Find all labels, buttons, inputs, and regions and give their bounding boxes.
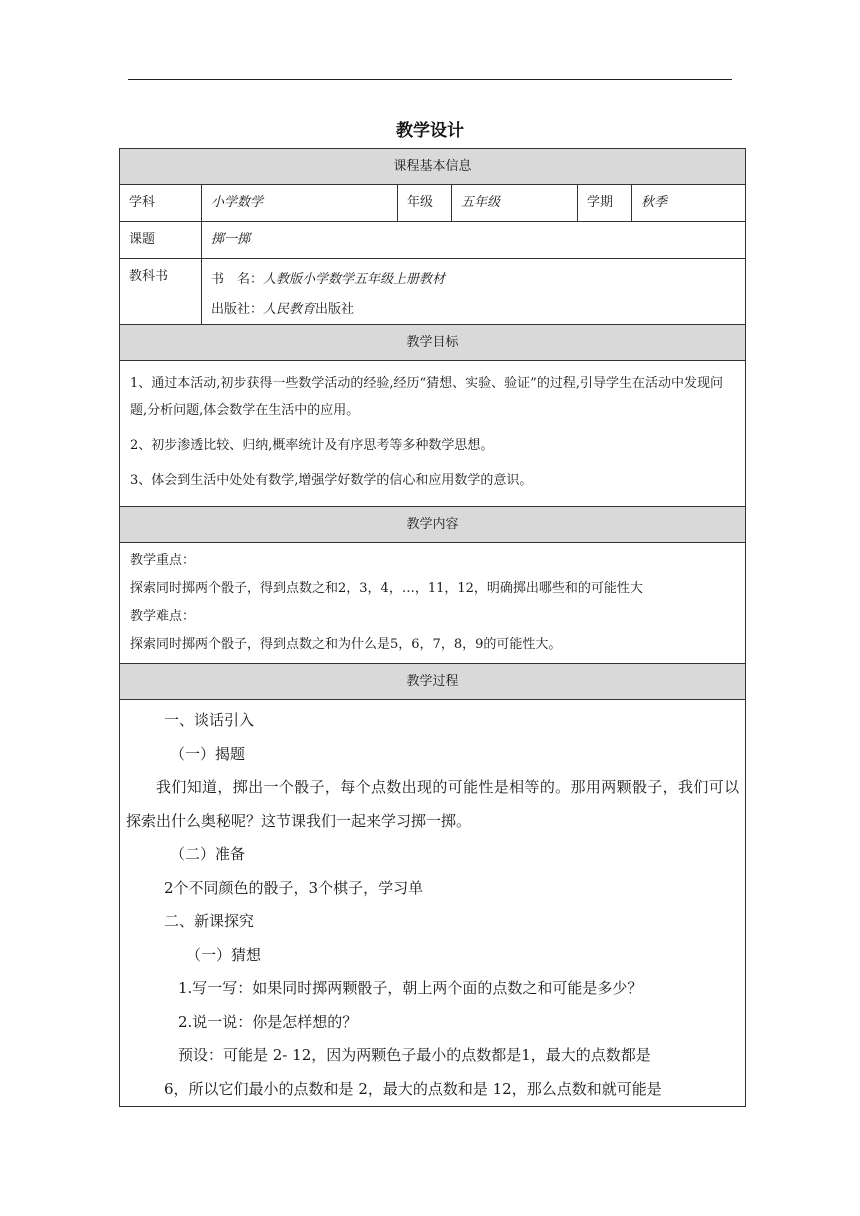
topic-label: 课题 bbox=[120, 222, 202, 259]
section-header-basic-info: 课程基本信息 bbox=[120, 149, 746, 185]
section-header-content: 教学内容 bbox=[120, 507, 746, 543]
key-point-label: 教学重点： bbox=[130, 553, 196, 568]
key-point-text: 探索同时掷两个骰子，得到点数之和2，3，4，…，11，12，明确掷出哪些和的可能性大 bbox=[130, 581, 643, 596]
goal-item: 3、体会到生活中处处有数学,增强学好数学的信心和应用数学的意识。 bbox=[130, 473, 533, 488]
term-label: 学期 bbox=[578, 185, 632, 222]
subject-value: 小学数学 bbox=[202, 185, 398, 222]
process-heading: 二、新课探究 bbox=[164, 912, 255, 930]
publisher-suffix: 出版社 bbox=[315, 302, 355, 317]
process-paragraph: 1.写一写：如果同时掷两颗骰子，朝上两个面的点数之和可能是多少？ bbox=[178, 979, 643, 997]
process-paragraph: 预设：可能是 2- 12，因为两颗色子最小的点数都是1，最大的点数都是 bbox=[178, 1046, 651, 1064]
process-body bbox=[120, 700, 746, 1107]
content-body bbox=[120, 543, 746, 664]
goal-item: 1、通过本活动,初步获得一些数学活动的经验,经历“猜想、实验、验证”的过程,引导学生在活动中发现问题,分析问题,体会数学在生活中的应用。 bbox=[130, 376, 723, 418]
grade-value: 五年级 bbox=[452, 185, 578, 222]
process-paragraph: 我们知道，掷出一个骰子，每个点数出现的可能性是相等的。那用两颗骰子，我们可以探索出什么奥秘呢？这节课我们一起来学习掷一掷。 bbox=[126, 778, 740, 830]
book-name-value: 人教版小学数学五年级上册教材 bbox=[263, 272, 446, 287]
book-name-line bbox=[211, 269, 736, 299]
process-subheading: （二）准备 bbox=[170, 845, 246, 863]
topic-value: 掷一掷 bbox=[202, 222, 746, 259]
subject-label: 学科 bbox=[120, 185, 202, 222]
goals-body bbox=[120, 361, 746, 507]
textbook-label: 教科书 bbox=[120, 259, 202, 325]
section-header-process: 教学过程 bbox=[120, 664, 746, 700]
process-heading: 一、谈话引入 bbox=[164, 711, 255, 729]
process-paragraph: 2个不同颜色的骰子，3个棋子，学习单 bbox=[164, 878, 424, 897]
document-title: 教学设计 bbox=[396, 121, 464, 141]
process-paragraph: 2.说一说：你是怎样想的？ bbox=[178, 1012, 358, 1031]
process-paragraph: 6，所以它们最小的点数和是 2，最大的点数和是 12，那么点数和就可能是 bbox=[164, 1079, 662, 1098]
goal-item: 2、初步渗透比较、归纳,概率统计及有序思考等多种数学思想。 bbox=[130, 438, 494, 453]
publisher-label: 出版社： bbox=[211, 302, 264, 317]
difficulty-text: 探索同时掷两个骰子，得到点数之和为什么是5，6，7，8，9的可能性大。 bbox=[130, 637, 562, 652]
header-rule bbox=[128, 79, 732, 80]
section-header-goals: 教学目标 bbox=[120, 325, 746, 361]
book-name-label: 书 名： bbox=[211, 272, 264, 287]
grade-label: 年级 bbox=[398, 185, 452, 222]
term-value: 秋季 bbox=[632, 185, 746, 222]
textbook-info bbox=[202, 259, 746, 325]
lesson-plan-table bbox=[119, 148, 746, 1107]
difficulty-label: 教学难点： bbox=[130, 609, 196, 624]
publisher-value: 人民教育 bbox=[263, 302, 316, 317]
process-subheading: （一）揭题 bbox=[170, 744, 246, 763]
process-subheading: （一）猜想 bbox=[186, 945, 262, 964]
